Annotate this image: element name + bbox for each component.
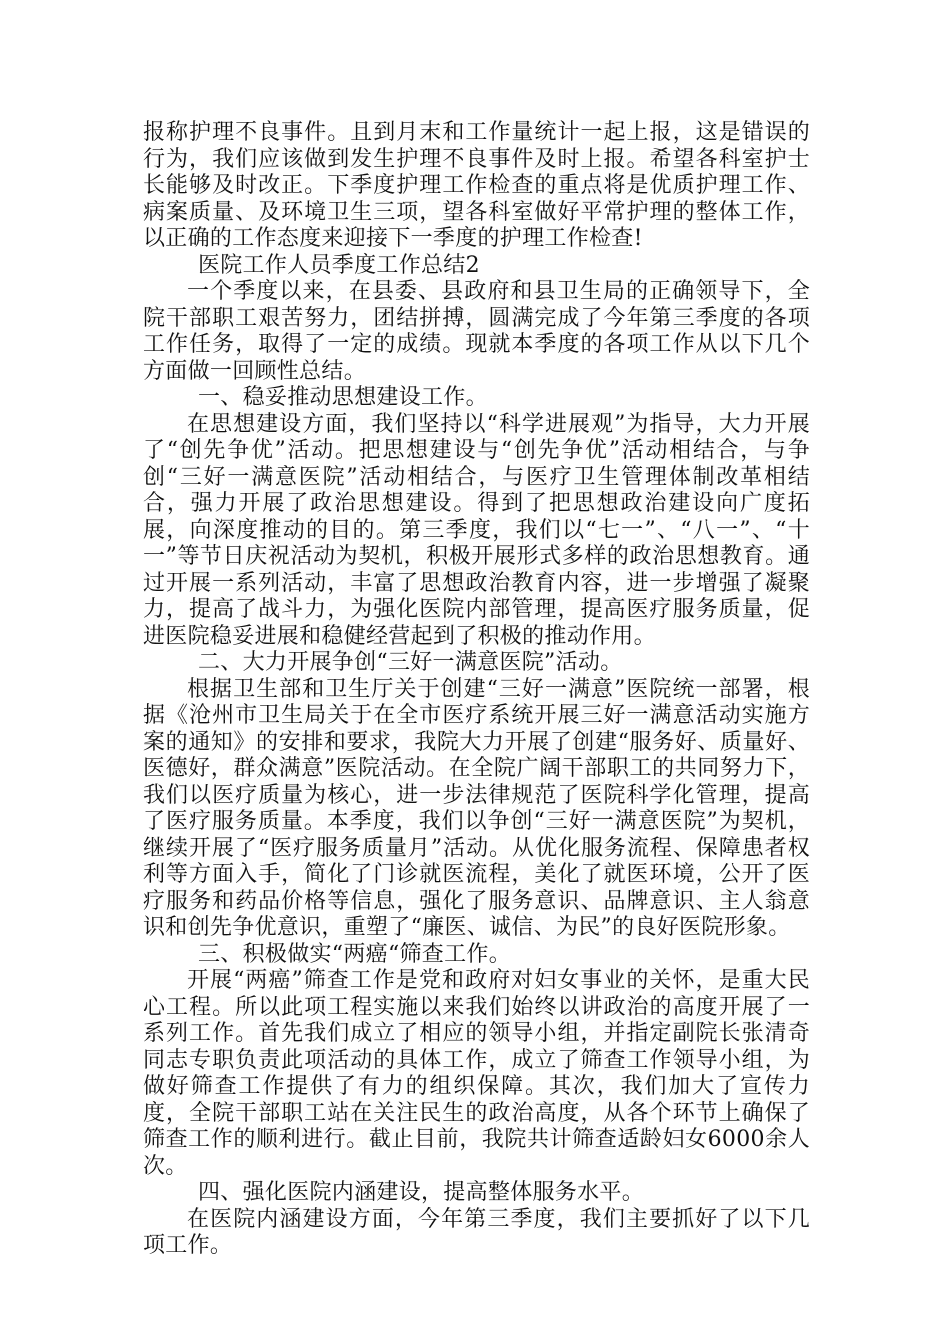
section-heading-2: 二、大力开展争创“三好一满意医院”活动。 — [198, 650, 623, 675]
document-title: 医院工作人员季度工作总结2 — [198, 252, 480, 278]
document-body — [143, 120, 810, 1260]
paragraph-continuation: 报称护理不良事件。且到月末和工作量统计一起上报，这是错误的行为，我们应该做到发生护理不良事件及时上报。希望各科室护士长能够及时改正。下季度护理工作检查的重点将是优质护理工作、病案质量、及环境卫生三项，望各科室做好平常护理的整体工作，以正确的工作态度来迎接下一季度的护理工作检查! — [143, 120, 810, 251]
paragraph-section-4: 在医院内涵建设方面，今年第三季度，我们主要抓好了以下几项工作。 — [143, 1206, 810, 1258]
section-heading-3: 三、积极做实“两癌“筛查工作。 — [198, 941, 511, 967]
paragraph-section-1: 在思想建设方面，我们坚持以“科学进展观”为指导，大力开展了“创先争优”活动。把思想建设与“创先争优”活动相结合，与争创“三好一满意医院”活动相结合，与医疗卫生管理体制改革相结合，强力开展了政治思想建设。得到了把思想政治建设向广度拓展，向深度推动的目的。第三季度，我们以“七一”、“八一”、“十一”等节日庆祝活动为契机，积极开展形式多样的政治思想教育。通过开展一系列活动，丰富了思想政治教育内容，进一步增强了凝聚力，提高了战斗力，为强化医院内部管理，提高医疗服务质量，促进医院稳妥进展和稳健经营起到了积极的推动作用。 — [143, 411, 810, 649]
paragraph-intro: 一个季度以来，在县委、县政府和县卫生局的正确领导下，全院干部职工艰苦努力，团结拼搏，圆满完成了今年第三季度的各项工作任务，取得了一定的成绩。现就本季度的各项工作从以下几个方面做一回顾性总结。 — [143, 279, 810, 384]
section-heading-1: 一、稳妥推动思想建设工作。 — [198, 385, 488, 410]
section-heading-4: 四、强化医院内涵建设，提高整体服务水平。 — [198, 1180, 645, 1205]
paragraph-section-3: 开展“两癌”筛查工作是党和政府对妇女事业的关怀，是重大民心工程。所以此项工程实施以来我们始终以讲政治的高度开展了一系列工作。首先我们成立了相应的领导小组，并指定副院长张清奇同志专职负责此项活动的具体工作，成立了筛查工作领导小组，为做好筛查工作提供了有力的组织保障。其次，我们加大了宣传力度，全院干部职工站在关注民生的政治高度，从各个环节上确保了筛查工作的顺利进行。截止目前，我院共计筛查适龄妇女6000余人次。 — [143, 968, 810, 1179]
paragraph-section-2: 根据卫生部和卫生厅关于创建“三好一满意”医院统一部署，根据《沧州市卫生局关于在全市医疗系统开展三好一满意活动实施方案的通知》的安排和要求，我院大力开展了创建“服务好、质量好、医德好，群众满意”医院活动。在全院广阔干部职工的共同努力下，我们以医疗质量为核心，进一步法律规范了医院科学化管理，提高了医疗服务质量。本季度，我们以争创“三好一满意医院”为契机，继续开展了“医疗服务质量月”活动。从优化服务流程、保障患者权利等方面入手，简化了门诊就医流程，美化了就医环境，公开了医疗服务和药品价格等信息，强化了服务意识、品牌意识、主人翁意识和创先争优意识，重塑了“廉医、诚信、为民”的良好医院形象。 — [143, 676, 810, 940]
